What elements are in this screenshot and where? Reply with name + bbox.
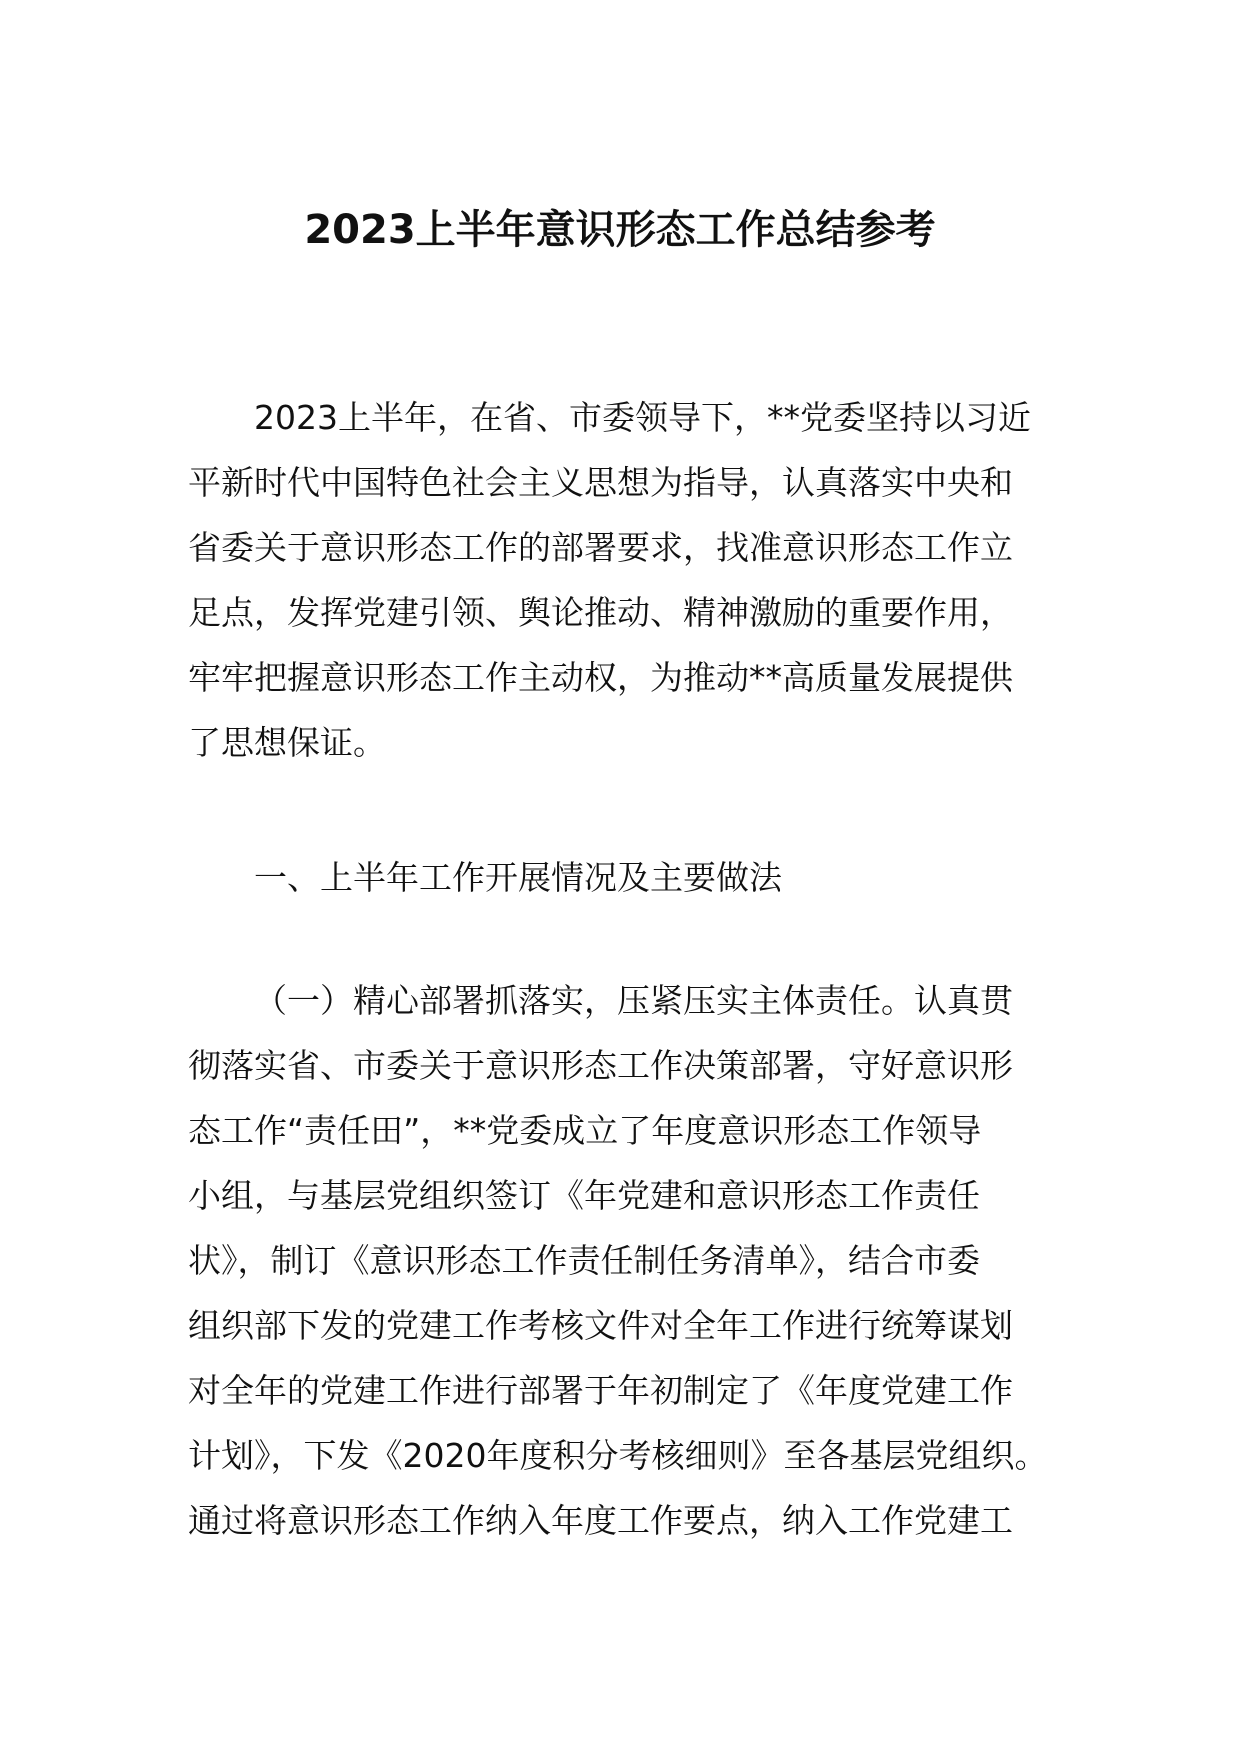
intro-line: 省委关于意识形态工作的部署要求，找准意识形态工作立: [188, 528, 1013, 567]
section-1-line: 小组，与基层党组织签订《年党建和意识形态工作责任: [188, 1176, 980, 1215]
section-1-paragraph: [188, 968, 1062, 1553]
section-1-line: 态工作“责任田”，**党委成立了年度意识形态工作领导: [188, 1111, 982, 1150]
section-heading: [188, 845, 1062, 910]
section-1-line: 通过将意识形态工作纳入年度工作要点，纳入工作党建工: [188, 1501, 1013, 1540]
section-1-line: 计划》，下发《2020年度积分考核细则》至各基层党组织。: [188, 1436, 1048, 1475]
intro-paragraph: [188, 385, 1062, 775]
section-1-line: 彻落实省、市委关于意识形态工作决策部署，守好意识形: [188, 1046, 1013, 1085]
intro-line: 牢牢把握意识形态工作主动权，为推动**高质量发展提供: [188, 658, 1013, 697]
intro-line: 了思想保证。: [188, 723, 386, 762]
section-1-line: 组织部下发的党建工作考核文件对全年工作进行统筹谋划: [188, 1306, 1013, 1345]
section-heading-text: 一、上半年工作开展情况及主要做法: [254, 858, 782, 897]
intro-line: 平新时代中国特色社会主义思想为指导，认真落实中央和: [188, 463, 1013, 502]
section-1-line: 对全年的党建工作进行部署于年初制定了《年度党建工作: [188, 1371, 1013, 1410]
section-1-line: 状》，制订《意识形态工作责任制任务清单》，结合市委: [188, 1241, 980, 1280]
intro-line: 2023上半年，在省、市委领导下，**党委坚持以习近: [254, 398, 1031, 437]
section-1-line: （一）精心部署抓落实，压紧压实主体责任。认真贯: [254, 981, 1013, 1020]
document-title: 2023上半年意识形态工作总结参考: [304, 207, 936, 253]
intro-line: 足点，发挥党建引领、舆论推动、精神激励的重要作用，: [188, 593, 1013, 632]
